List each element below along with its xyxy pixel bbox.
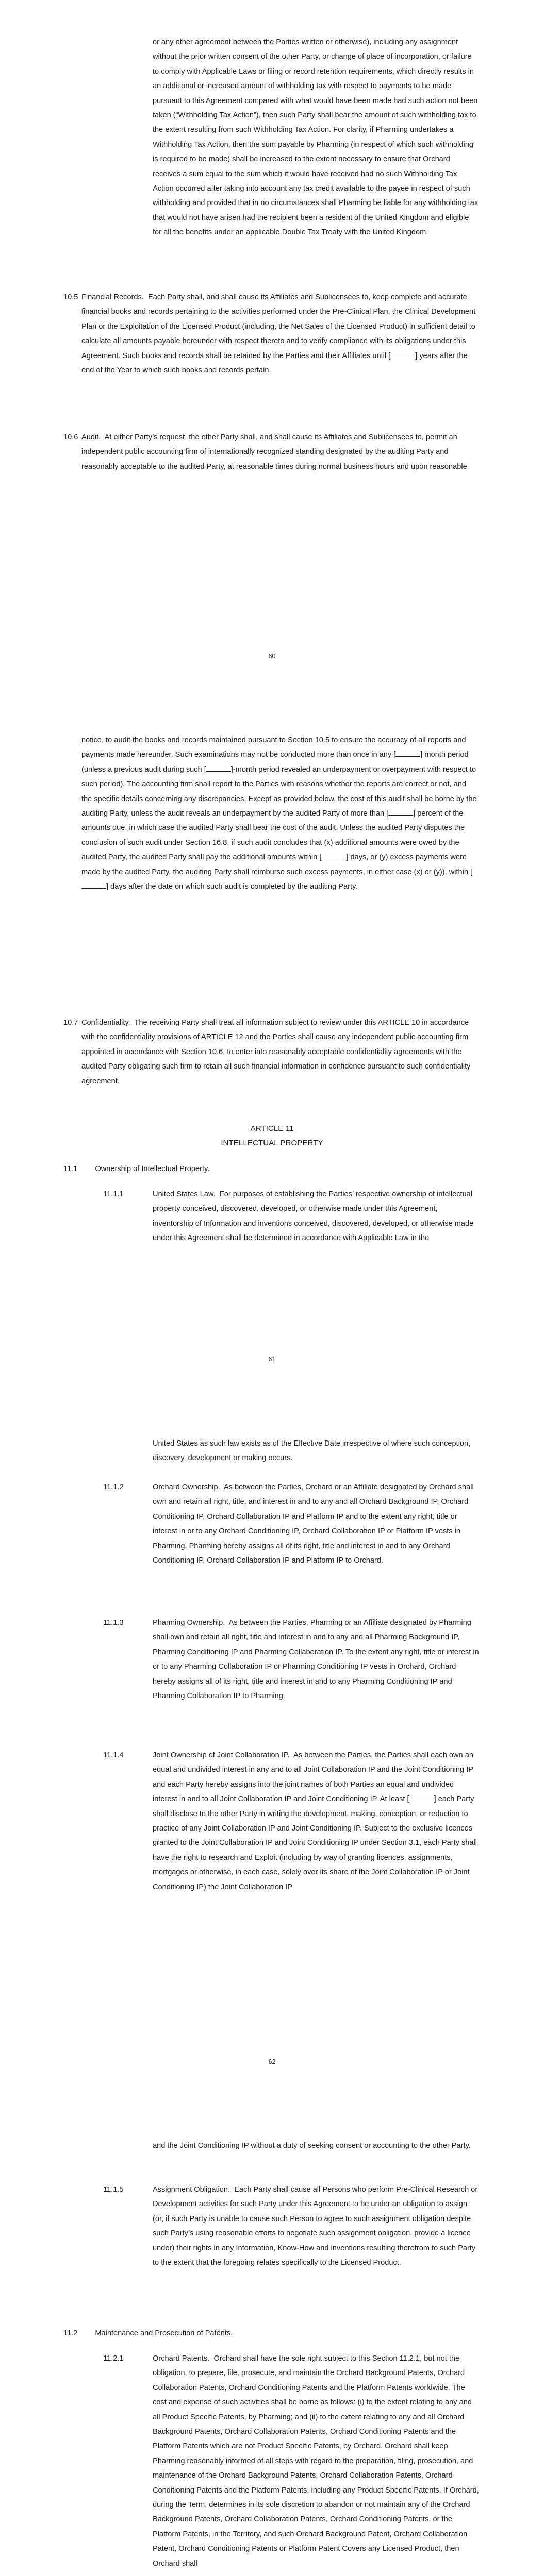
section-11-1-3-title: Pharming Ownership. [153,1619,225,1627]
page-63 [0,2110,544,2576]
section-11-2-1-title: Orchard Patents. [153,2354,210,2363]
section-10-7-text: Confidentiality. The receiving Party shall treat all information subject to review under this ARTICLE 10 in accordance with the confidentiality provisions of ARTICLE 12 and the Parties shall cause any independent public accounting firm appointed in accordance with Section 10.6, to enter into reasonably acceptable confidentiality agreements with the audited Party obligating such firm to retain all such financial information in confidence pursuant to such confidentiality agreement. [81,1019,471,1086]
section-11-1-5-text: Assignment Obligation. Each Party shall cause all Persons who perform Pre-Clinical Research or Development activities for such Party under this Agreement to be under an obligation to assign (or, if such Party is unable to cause such Person to agree to such assignment obligation despite such Party’s using reasonable efforts to negotiate such assignment obligation, provide a licence under) their rights in any Information, Know-How and inventions resulting therefrom to such Party to the extent that the foregoing relates specifically to the Licensed Product. [153,2185,478,2267]
section-11-1-5-title: Assignment Obligation. [153,2185,230,2194]
section-10-5-text: Financial Records. Each Party shall, and shall cause its Affiliates and Sublicensees to, keep complete and accurate financial books and records pertaining to the activities performed under the Pre-Clinical Plan, the Clinical Development Plan or the Exploitation of the Licensed Product (including, the Net Sales of the Licensed Product) in sufficient detail to calculate all amounts payable hereunder with respect thereto and to verify compliance with its obligations under this Agreement. Such books and records shall be retained by the Parties and their Affiliates until [ ] years after the end of the Year to which such books and records pertain. [81,293,476,375]
section-11-1-5-number: 11.1.5 [103,2185,124,2194]
redacted-blank [409,1793,434,1801]
redacted-blank [390,350,415,358]
withholding-continuation: or any other agreement between the Parties written or otherwise), including any assignment without the prior written consent of the other Party, or change of place of incorporation, or failure to comply with Applicable Laws or filing or record retention requirements, which directly results in an additional or increased amount of withholding tax with respect to payments to be made pursuant to this Agreement compared with what would have been made had such action not been taken (“Withholding Tax Action”), then such Party shall bear the amount of such withholding tax to the extent resulting from such Withholding Tax Action. For clarity, if Pharming undertakes a Withholding Tax Action, then the sum payable by Pharming (in respect of which such withholding is required to be made) shall be increased to the extent necessary to ensure that Orchard receives a sum equal to the sum which it would have received had no such Withholding Tax Action occurred after taking into account any tax credit available to the payee in respect of such withholding and provided that in no circumstances shall Pharming be liable for any withholding tax that would not have arisen had the recipient been a resident of the United Kingdom and eligible for all the benefits under an applicable Double Tax Treaty with the United Kingdom. [153,38,479,237]
page-number: 62 [268,2058,276,2065]
page-61 [0,703,544,1406]
section-10-5-number: 10.5 [63,293,78,301]
section-11-1-3-text: Pharming Ownership. As between the Parties, Pharming or an Affiliate designated by Pharming shall own and retain all right, title and interest in and to any and all Pharming Background IP, Pharming Conditioning IP and Pharming Collaboration IP. To the extent any right, title or interest in or to any Pharming Collaboration IP or Pharming Conditioning IP vests in Orchard, Orchard hereby assigns all of its right, title and interest in and to any Pharming Conditioning IP and Pharming Collaboration IP to Pharming. [153,1619,479,1701]
section-11-1-4-title: Joint Ownership of Joint Collaboration IP. [153,1751,290,1759]
redacted-blank [388,808,413,816]
page-number: 61 [268,1355,276,1363]
us-law-continuation: United States as such law exists as of the Effective Date irrespective of where such conception, discovery, development or making occurs. [153,1439,471,1463]
redacted-blank [321,852,346,859]
section-11-1-3-number: 11.1.3 [103,1619,124,1627]
section-11-2-heading: 11.2 Maintenance and Prosecution of Patents. [63,2329,233,2337]
section-10-5-title: Financial Records. [81,293,144,301]
section-11-1-1-text: United States Law. For purposes of establishing the Parties’ respective ownership of intellectual property conceived, discovered, developed, or otherwise made under this Agreement, inventorship of Information and inventions conceived, discovered, developed, or otherwise made under this Agreement shall be determined in accordance with Applicable Law in the [153,1190,474,1243]
section-10-6-text: Audit. At either Party’s request, the other Party shall, and shall cause its Affiliates and Sublicensees to, permit an independent public accounting firm of internationally recognized standing designated by the auditing Party and reasonably acceptable to the audited Party, at reasonable times during normal business hours and upon reasonable [81,433,467,471]
section-11-1-2-text: Orchard Ownership. As between the Parties, Orchard or an Affiliate designated by Orchard shall own and retain all right, title, and interest in and to any and all Orchard Background IP, Orchard Conditioning IP, Orchard Collaboration IP and Platform IP and to the extent any right, title or interest in or to any Orchard Conditioning IP, Orchard Collaboration IP or Platform IP vests in Pharming, Pharming hereby assigns all of its right, title and interest in and to any Orchard Conditioning IP, Orchard Collaboration IP and Platform IP to Orchard. [153,1483,474,1565]
section-11-1-1-number: 11.1.1 [103,1190,124,1198]
redacted-blank [81,881,106,889]
section-11-1-2-number: 11.1.2 [103,1483,124,1492]
section-10-6-title: Audit. [81,433,101,442]
page-number: 60 [268,653,276,660]
section-11-1-1-title: United States Law. [153,1190,216,1198]
redacted-blank [206,764,231,772]
section-11-1-2-title: Orchard Ownership. [153,1483,220,1492]
section-10-7-number: 10.7 [63,1019,78,1027]
section-10-6-number: 10.6 [63,433,78,442]
audit-continuation: notice, to audit the books and records maintained pursuant to Section 10.5 to ensure the accuracy of all reports and payments made hereunder. Such examinations may not be conducted more than once in any [ ] month period (unless a previous audit during such [ ]-month period revealed an underpayment or overpayment with respect to such period). The accounting firm shall report to the Parties with reasons whether the reports are correct or not, and the specific details concerning any discrepancies. Except as provided below, the cost of this audit shall be borne by the auditing Party, unless the audit reveals an underpayment by the audited Party of more than [ ] percent of the amounts due, in which case the audited Party shall bear the cost of the audit. Unless the audited Party disputes the conclusion of such audit under Section 16.8, if such audit concludes that (x) additional amounts were owed by the audited Party, the audited Party shall pay the additional amounts within [ ] days, or (y) excess payments were made by the audited Party, the auditing Party shall reimburse such excess payments, in either case (x) or (y)), within [] days after the date on which such audit is completed by the auditing Party. [81,736,477,891]
redacted-blank [395,749,420,757]
section-11-2-1-number: 11.2.1 [103,2354,124,2363]
page-62 [0,1406,544,2110]
section-11-1-4-text: Joint Ownership of Joint Collaboration IP. As between the Parties, the Parties shall each own an equal and undivided interest in any and to all Joint Collaboration IP and the Joint Conditioning IP and each Party hereby assigns into the joint names of both Parties an equal and undivided interest in and to all Joint Collaboration IP and Joint Conditioning IP. At least [ ] each Party shall disclose to the other Party in writing the development, making, conception, or reduction to practice of any Joint Collaboration IP and Joint Conditioning IP. Subject to the exclusive licences granted to the Joint Collaboration IP and Joint Conditioning IP under Section 3.1, each Party shall have the right to research and Exploit (including by way of granting licences, assignments, mortgages or otherwise, in each case, solely over its share of the Joint Collaboration IP or Joint Conditioning IP) the Joint Collaboration IP [153,1751,477,1891]
section-11-2-1-text: Orchard Patents. Orchard shall have the sole right subject to this Section 11.2.1, but not the obligation, to prepare, file, prosecute, and maintain the Orchard Background Patents, Orchard Collaboration Patents, Orchard Conditioning Patents and the Platform Patents worldwide. The cost and expense of such activities shall be borne as follows: (i) to the extent relating to any and all Product Specific Patents, by Pharming; and (ii) to the extent relating to any and all Orchard Background Patents, Orchard Collaboration Patents, Orchard Conditioning Patents and the Platform Patents which are not Product Specific Patents, by Orchard. Orchard shall keep Pharming reasonably informed of all steps with regard to the preparation, filing, prosecution, and maintenance of the Orchard Background Patents, Orchard Collaboration Patents, Orchard Conditioning Patents and the Platform Patents, including any Product Specific Patents. If Orchard, during the Term, determines in its sole discretion to abandon or not maintain any of the Orchard Background Patents, Orchard Collaboration Patents, Orchard Conditioning Patents, or the Platform Patents, in the Territory, and such Orchard Background Patent, Orchard Collaboration Patent, Orchard Conditioning Patents or Platform Patent Covers any Licensed Product, then Orchard shall [153,2354,479,2568]
section-11-1-heading: 11.1 Ownership of Intellectual Property. [63,1165,210,1173]
section-10-7-title: Confidentiality. [81,1019,130,1027]
joint-ip-continuation: and the Joint Conditioning IP without a duty of seeking consent or accounting to the other Party. [153,2142,471,2150]
article-number: ARTICLE 11 [250,1124,294,1133]
page-60 [0,0,544,703]
article-title: INTELLECTUAL PROPERTY [221,1139,323,1147]
section-11-1-4-number: 11.1.4 [103,1751,124,1759]
